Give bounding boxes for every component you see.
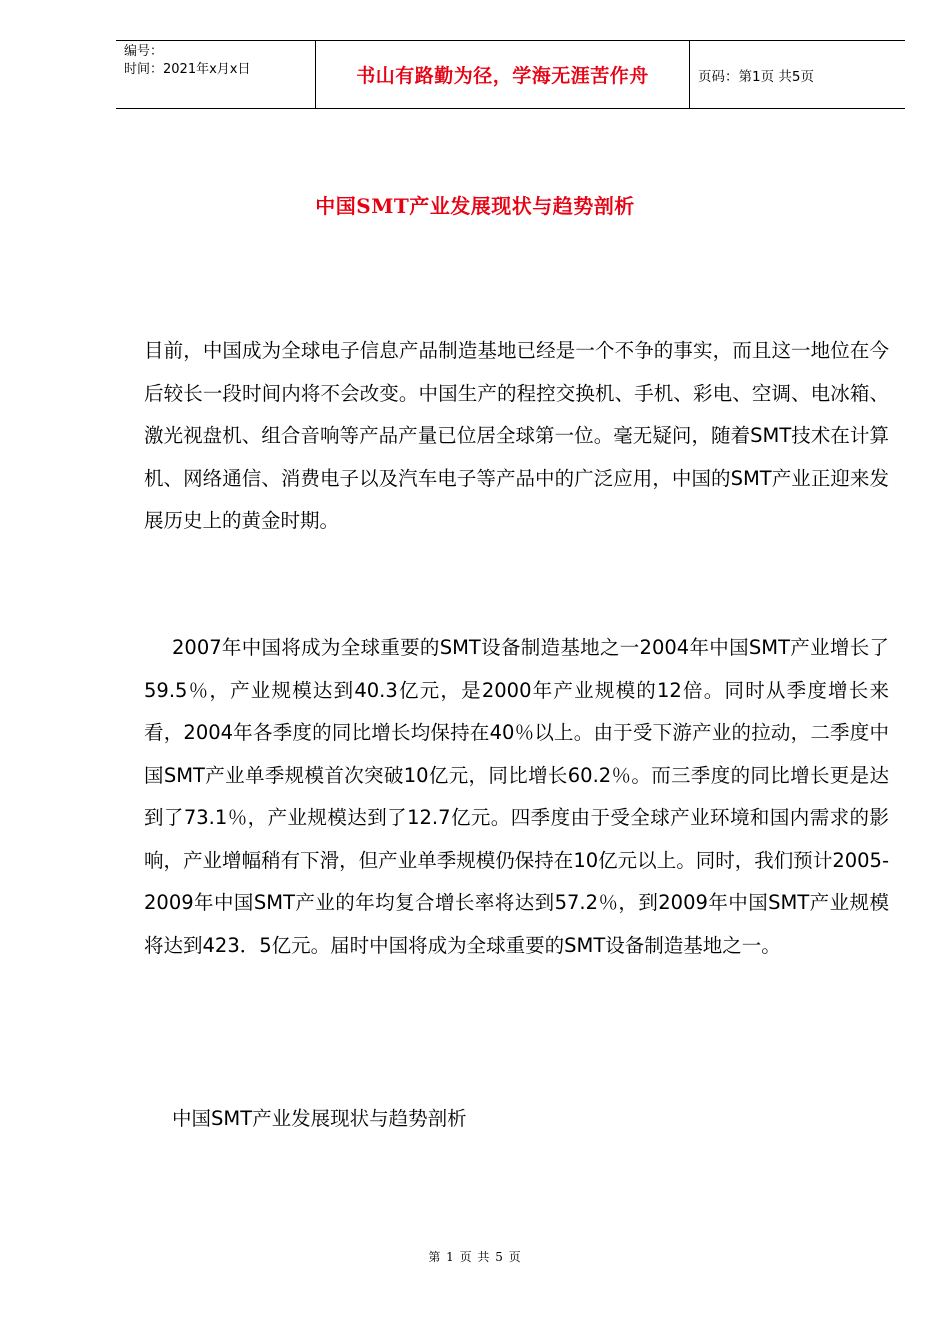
serial-number-label: 编号：: [124, 44, 164, 59]
page-footer: 第 1 页 共 5 页: [428, 1250, 522, 1264]
header-page-info: 页码：第1页 共5页: [698, 68, 814, 85]
page-header: [116, 40, 905, 109]
document-title: 中国SMT产业发展现状与趋势剖析: [315, 194, 635, 218]
body-paragraph-3: 中国SMT产业发展现状与趋势剖析: [172, 1107, 467, 1130]
body-paragraph-1: 目前，中国成为全球电子信息产品制造基地已经是一个不争的事实，而且这一地位在今后较长一段时间内将不会改变。中国生产的程控交换机、手机、彩电、空调、电冰箱、激光视盘机、组合音响等产品产量已位居全球第一位。毫无疑问，随着SMT技术在计算机、网络通信、消费电子以及汽车电子等产品中的广泛应用，中国的SMT产业正迎来发展历史上的黄金时期。: [144, 339, 889, 532]
body-paragraph-2: 2007年中国将成为全球重要的SMT设备制造基地之一2004年中国SMT产业增长了59.5％，产业规模达到40.3亿元，是2000年产业规模的12倍。同时从季度增长来看，2004年各季度的同比增长均保持在40％以上。由于受下游产业的拉动，二季度中国SMT产业单季规模首次突破10亿元，同比增长60.2％。而三季度的同比增长更是达到了73.1％，产业规模达到了12.7亿元。四季度由于受全球产业环境和国内需求的影响，产业增幅稍有下滑，但产业单季规模仍保持在10亿元以上。同时，我们预计2005-2009年中国SMT产业的年均复合增长率将达到57.2％，到2009年中国SMT产业规模将达到423．5亿元。届时中国将成为全球重要的SMT设备制造基地之一。: [144, 636, 889, 957]
date-label: 时间：2021年x月x日: [124, 62, 251, 77]
header-meta-cell: [116, 41, 316, 108]
header-motto: 书山有路勤为径，学海无涯苦作舟: [316, 41, 690, 108]
